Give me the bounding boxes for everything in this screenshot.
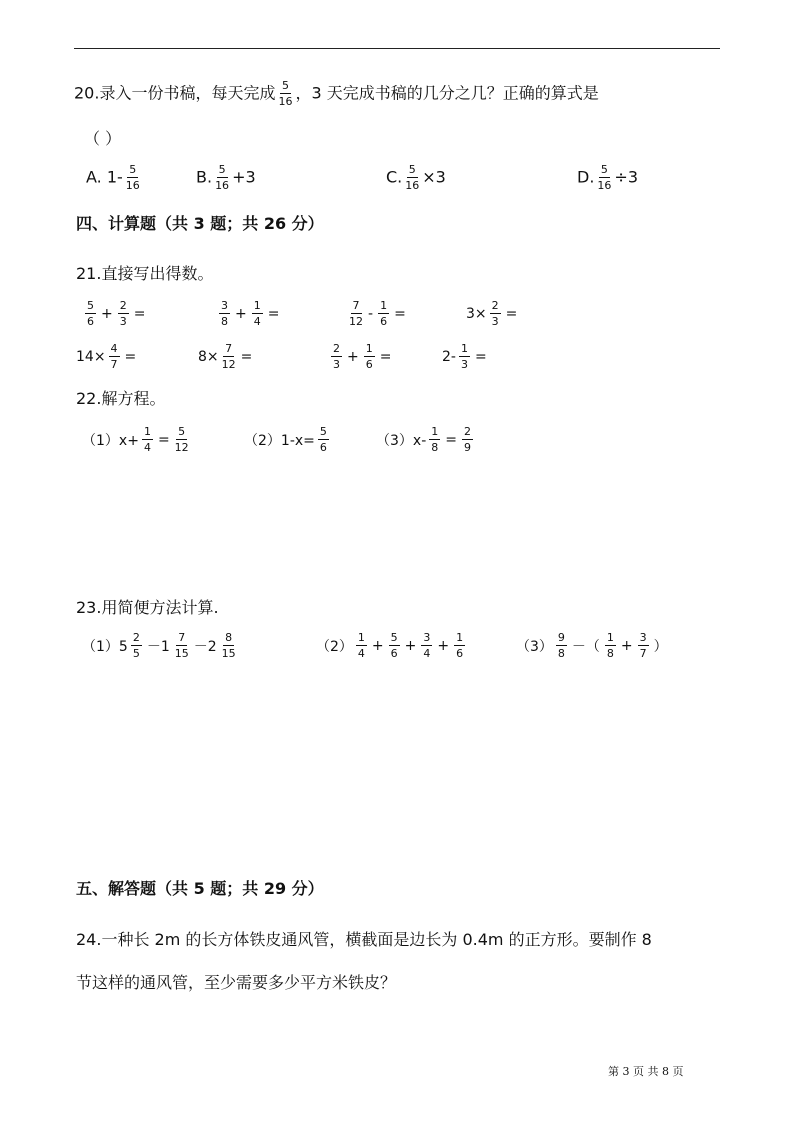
q23-title: 23.用简便方法计算. (76, 598, 219, 617)
fraction: $\frac{5}{16}$ (405, 163, 420, 192)
option-c[interactable]: C. $\frac{5}{16}$ ×3 (386, 163, 446, 192)
fraction: $\frac{7}{12}$ (221, 342, 236, 371)
option-a[interactable]: A. 1- $\frac{5}{16}$ (86, 163, 140, 192)
calc-item: 7 12 - $\frac{1}{6}$ = (349, 299, 406, 328)
q20-text-after: ，3 天完成书稿的几分之几？正确的算式是 (295, 83, 599, 103)
section-heading: 五、解答题（共 5 题；共 29 分） (76, 879, 324, 898)
fraction: $\frac{5}{16}$ (125, 163, 140, 192)
q21-title: 21.直接写出得数。 (76, 264, 214, 283)
equation-2: （2）1-x= $\frac{5}{6}$ (244, 425, 327, 454)
fraction: 2 3 (333, 342, 340, 371)
fraction: $\frac{2}{3}$ (491, 299, 499, 328)
q22-title: 22.解方程。 (76, 389, 166, 408)
calc-item: 8× $\frac{7}{12}$ = (198, 342, 253, 371)
fraction: $\frac{1}{3}$ (460, 342, 468, 371)
option-d[interactable]: D. $\frac{5}{16}$ ÷3 (577, 163, 638, 192)
equation-1: （1）x+ $\frac{1}{4}$ = $\frac{5}{12}$ (82, 425, 189, 454)
fraction: $\frac{1}{6}$ (365, 342, 373, 371)
fraction: $\frac{1}{6}$ (380, 299, 388, 328)
page-footer: 第 3 页 共 8 页 (608, 1065, 684, 1078)
fraction: $\frac{4}{7}$ (110, 342, 118, 371)
fraction: $\frac{5}{16}$ (278, 79, 293, 108)
q24-line-1: 24.一种长 2m 的长方体铁皮通风管，横截面是边长为 0.4m 的正方形。要制作 8 (76, 930, 652, 949)
section-heading: 四、计算题（共 3 题；共 26 分） (76, 214, 324, 233)
answer-paren: （ ） (84, 129, 122, 148)
header-rule (74, 48, 720, 49)
fraction: $\frac{2}{3}$ (119, 299, 127, 328)
fraction: $\frac{5}{16}$ (597, 163, 612, 192)
calc-3: （3） 9 8 －（ 1 8 + $\frac{3}{7}$ ） (516, 631, 668, 660)
q24-line-2: 节这样的通风管，至少需要多少平方米铁皮？ (76, 973, 397, 992)
fraction: 5 6 (87, 299, 94, 328)
q20-text-before: 20.录入一份书稿，每天完成 (74, 83, 276, 103)
calc-item: 2- $\frac{1}{3}$ = (442, 342, 487, 371)
calc-item: 3 8 + $\frac{1}{4}$ = (221, 299, 280, 328)
calc-item: 14× $\frac{4}{7}$ = (76, 342, 137, 371)
calc-item: 3× $\frac{2}{3}$ = (466, 299, 518, 328)
calc-item: 2 3 + $\frac{1}{6}$ = (333, 342, 392, 371)
fraction: 7 12 (349, 299, 363, 328)
option-b[interactable]: B. $\frac{5}{16}$ +3 (196, 163, 256, 192)
fraction: 3 8 (221, 299, 228, 328)
fraction: $\frac{5}{16}$ (215, 163, 230, 192)
fraction: $\frac{1}{4}$ (253, 299, 261, 328)
q20-stem (74, 80, 599, 108)
equation-3: （3）x- $\frac{1}{8}$ = $\frac{2}{9}$ (376, 425, 471, 454)
calc-item: 5 6 + $\frac{2}{3}$ = (87, 299, 146, 328)
calc-1: （1）5 2 5 －1 7 15 －2 8 15 (82, 631, 236, 660)
calc-2: （2） 1 4 + $\frac{5}{6}$ + $\frac{3}{4}$ + $\frac{1}{6}$ (316, 631, 464, 660)
